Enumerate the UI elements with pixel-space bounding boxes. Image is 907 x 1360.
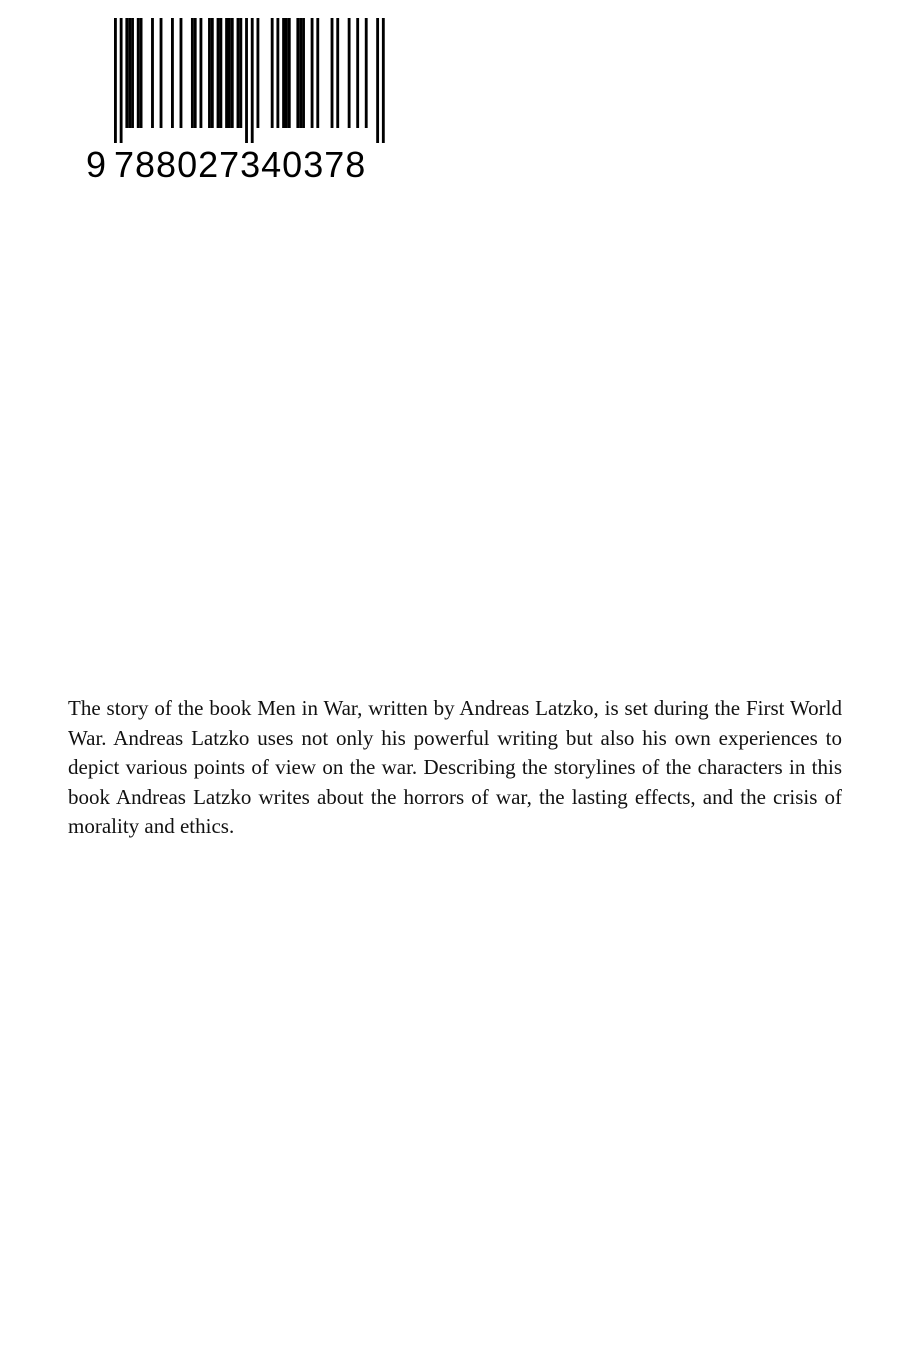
barcode-bar xyxy=(365,18,368,128)
barcode-bar xyxy=(160,18,163,128)
barcode-bar xyxy=(299,18,302,128)
barcode-bar xyxy=(171,18,174,128)
isbn-number xyxy=(86,140,396,190)
barcode-bar xyxy=(231,18,234,128)
barcode-bar xyxy=(120,18,123,143)
barcode-bar xyxy=(376,18,379,143)
barcode-bar xyxy=(237,18,240,128)
barcode-bar xyxy=(228,18,231,128)
barcode-bar xyxy=(251,18,254,143)
barcode-bar xyxy=(271,18,274,128)
barcode-bar xyxy=(219,18,222,128)
barcode-bar xyxy=(296,18,299,128)
barcode-bar xyxy=(257,18,260,128)
barcode-bar xyxy=(200,18,203,128)
barcode-bar xyxy=(225,18,228,128)
barcode-bar xyxy=(348,18,351,128)
barcode-bar xyxy=(151,18,154,128)
barcode-bar xyxy=(285,18,288,128)
barcode-bar xyxy=(128,18,131,128)
barcode-bar xyxy=(356,18,359,128)
barcode-bar xyxy=(288,18,291,128)
barcode-bars xyxy=(86,18,396,143)
barcode-bar xyxy=(180,18,183,128)
barcode-bar xyxy=(336,18,339,128)
barcode-bar xyxy=(316,18,319,128)
barcode-bar xyxy=(276,18,279,128)
barcode-bar xyxy=(137,18,140,128)
barcode-bar xyxy=(208,18,211,128)
barcode-bar xyxy=(191,18,194,128)
barcode-bar xyxy=(194,18,197,128)
barcode-bar xyxy=(331,18,334,128)
book-description: The story of the book Men in War, written by Andreas Latzko, is set during the First World War. Andreas Latzko uses not only his powerful writing but also his own experiences to depict various points of view on the war. Describing the storylines of the characters in this book Andreas Latzko writes about the horrors of war, the lasting effects, and the crisis of morality and ethics. xyxy=(68,696,842,838)
barcode-bar xyxy=(382,18,385,143)
barcode-bar xyxy=(125,18,128,128)
barcode-bar xyxy=(131,18,134,128)
isbn-lead-digit: 9 xyxy=(86,144,108,185)
isbn-barcode xyxy=(86,18,396,185)
isbn-main-digits: 788027340378 xyxy=(114,144,367,185)
barcode-bar xyxy=(114,18,117,143)
barcode-bar xyxy=(311,18,314,128)
barcode-bar xyxy=(211,18,214,128)
barcode-bar xyxy=(302,18,305,128)
barcode-bar xyxy=(239,18,242,128)
barcode-bar xyxy=(282,18,285,128)
barcode-bar xyxy=(217,18,220,128)
barcode-bar xyxy=(140,18,143,128)
barcode-bar xyxy=(245,18,248,143)
